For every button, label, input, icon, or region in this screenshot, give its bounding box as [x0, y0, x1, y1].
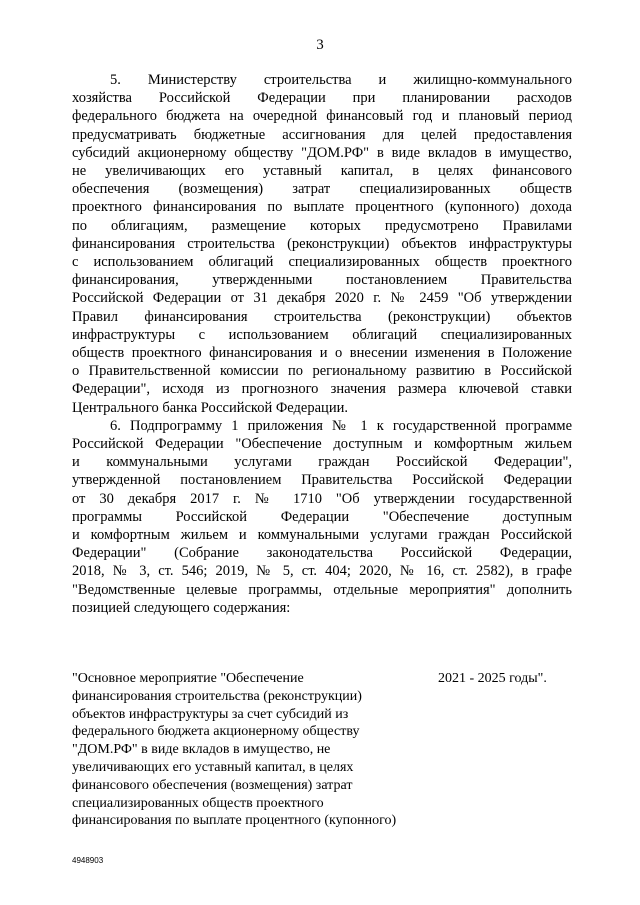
- text-line: проектного финансирования по выплате процентного (купонного) дохода: [72, 199, 572, 216]
- text-line: "Основное мероприятие "Обеспечение: [72, 671, 304, 686]
- text-line: "Ведомственные целевые программы, отдельные мероприятия" дополнить: [72, 581, 572, 598]
- document-body: [72, 71, 572, 617]
- text-line: 2018, № 3, ст. 546; 2019, № 5, ст. 404; 2020, № 16, ст. 2582), в графе: [72, 563, 572, 580]
- text-line: субсидий акционерному обществу "ДОМ.РФ" в виде вкладов в имущество,: [72, 144, 572, 161]
- text-line: утвержденной постановлением Правительства Российской Федерации: [72, 472, 572, 489]
- text-line: финансирования по выплате процентного (купонного): [72, 813, 397, 829]
- text-line: Российской Федерации "Обеспечение доступным и комфортным жильем: [72, 436, 572, 453]
- activity-period: 2021 - 2025 годы".: [438, 671, 547, 686]
- text-line: обществ проектного финансирования и о внесении изменения в Положение: [72, 345, 572, 362]
- text-line: хозяйства Российской Федерации при планировании расходов: [72, 90, 572, 107]
- text-line: не увеличивающих его уставный капитал, в целях финансового: [72, 163, 572, 180]
- text-line: специализированных обществ проектного: [72, 795, 324, 811]
- text-line: финансового обеспечения (возмещения) затрат: [72, 777, 353, 793]
- activity-name: [72, 670, 422, 830]
- text-line: и коммунальными услугами граждан Российской Федерации",: [72, 454, 572, 471]
- text-line: 5. Министерству строительства и жилищно-коммунального: [110, 72, 572, 88]
- text-line: предусматривать бюджетные ассигнования для целей предоставления: [72, 126, 572, 143]
- text-line: позицией следующего содержания:: [72, 599, 291, 616]
- text-line: с использованием облигаций специализированных обществ проектного: [72, 254, 572, 271]
- text-line: от 30 декабря 2017 г. № 1710 "Об утверждении государственной: [72, 490, 572, 507]
- text-line: инфраструктуры с использованием облигаций специализированных: [72, 326, 572, 343]
- text-line: объектов инфраструктуры за счет субсидий из: [72, 706, 349, 722]
- text-line: федерального бюджета на очередной финансовый год и плановый период: [72, 108, 572, 125]
- paragraph-6: [72, 417, 572, 617]
- text-line: увеличивающих его уставный капитал, в целях: [72, 759, 354, 775]
- text-line: Центрального банка Российской Федерации.: [72, 399, 348, 416]
- paragraph-5: [72, 71, 572, 417]
- text-line: по облигациям, размещение которых предусмотрено Правилами: [72, 217, 572, 234]
- text-line: программы Российской Федерации "Обеспечение доступным: [72, 508, 572, 525]
- text-line: и комфортным жильем и коммунальными услугами граждан Российской: [72, 527, 572, 544]
- text-line: федерального бюджета акционерному обществу: [72, 724, 360, 740]
- text-line: Правил финансирования строительства (реконструкции) объектов: [72, 308, 572, 325]
- text-line: финансирования строительства (реконструкции): [72, 688, 362, 704]
- text-line: Российской Федерации от 31 декабря 2020 г. № 2459 "Об утверждении: [72, 290, 572, 307]
- text-line: Федерации" (Собрание законодательства Российской Федерации,: [72, 545, 572, 562]
- text-line: о Правительственной комиссии по региональному развитию в Российской: [72, 363, 572, 380]
- text-line: финансирования, утвержденными постановлением Правительства: [72, 272, 572, 289]
- text-line: 6. Подпрограмму 1 приложения № 1 к государственной программе: [110, 417, 572, 434]
- page-number: 3: [316, 37, 324, 53]
- text-line: "ДОМ.РФ" в виде вкладов в имущество, не: [72, 742, 331, 758]
- program-addition: [72, 670, 572, 830]
- text-line: Федерации", исходя из прогнозного значения размера ключевой ставки: [72, 381, 572, 398]
- text-line: финансирования строительства (реконструкции) объектов инфраструктуры: [72, 235, 572, 252]
- document-code: 4948903: [72, 856, 104, 865]
- text-line: обеспечения (возмещения) затрат специализированных обществ: [72, 181, 572, 198]
